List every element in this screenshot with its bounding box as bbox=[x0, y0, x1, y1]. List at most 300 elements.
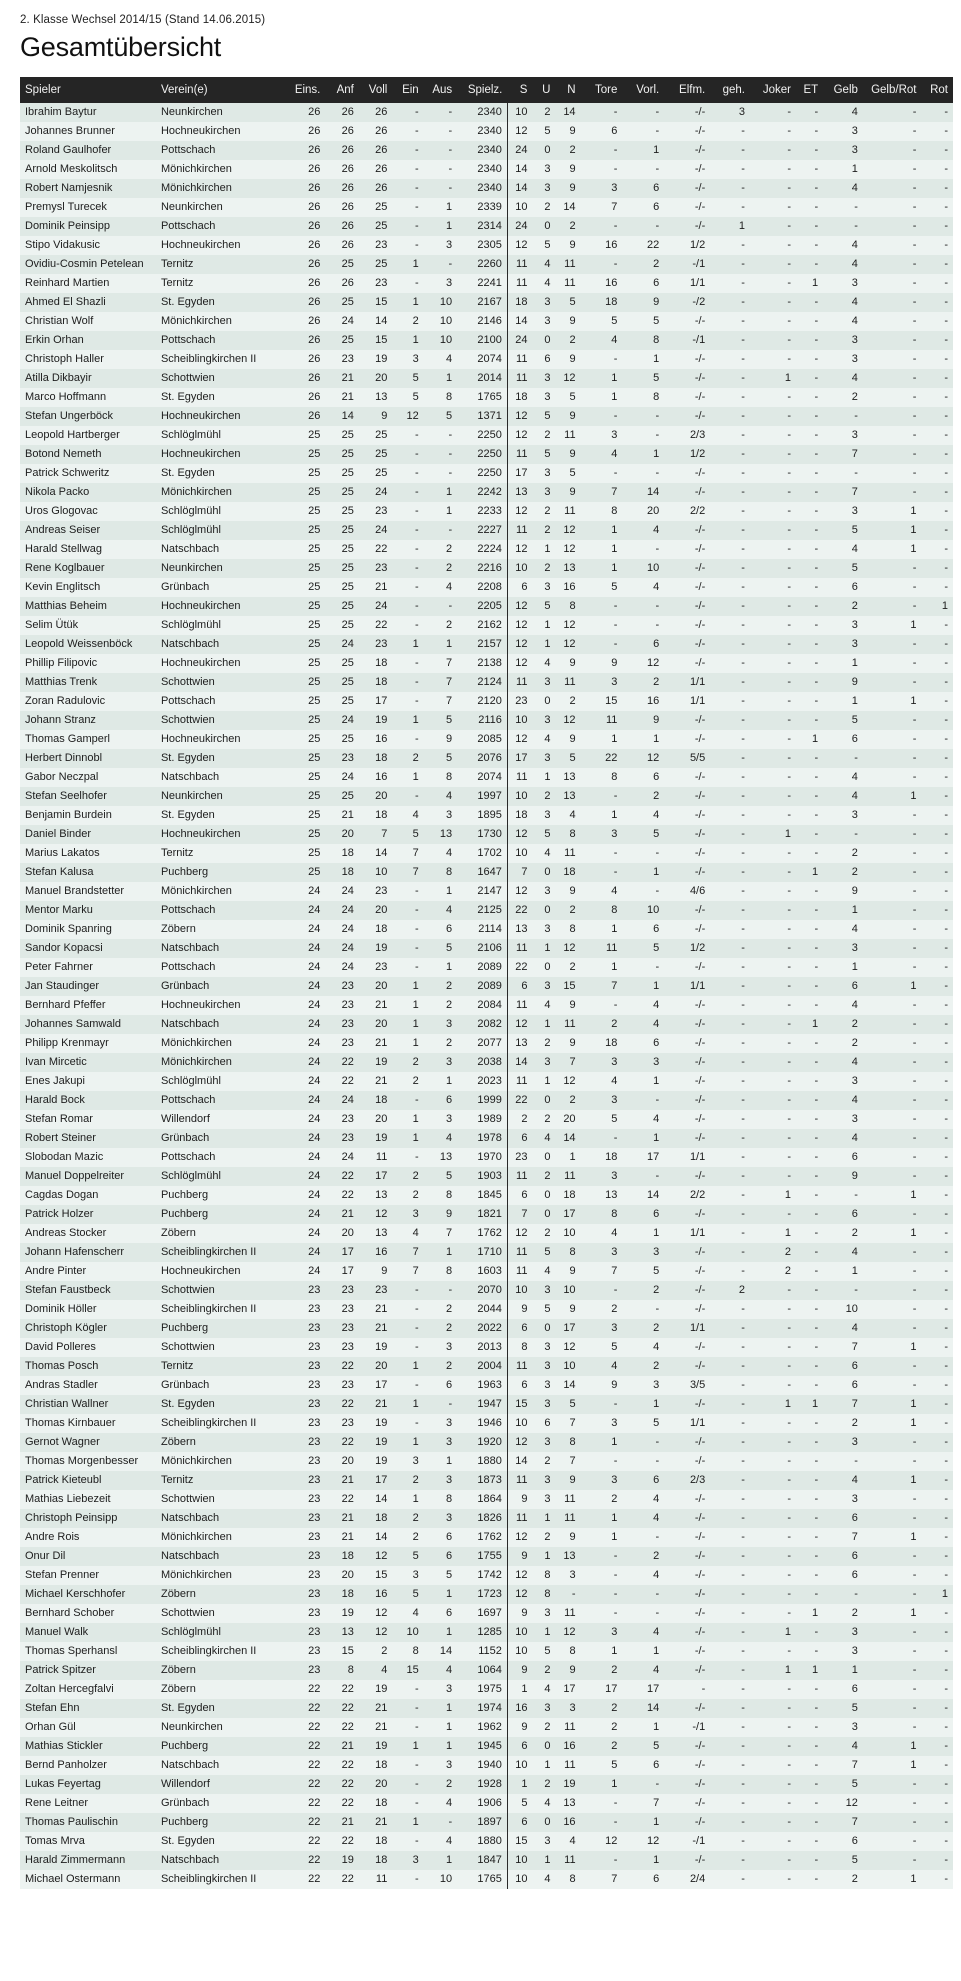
cell-n: 13 bbox=[563, 562, 576, 574]
column-header-joker[interactable]: Joker bbox=[750, 77, 796, 103]
cell-vorl: - bbox=[655, 125, 660, 137]
cell-rot: - bbox=[944, 714, 948, 726]
cell-gelb: 3 bbox=[851, 353, 858, 365]
cell-u: 3 bbox=[544, 372, 551, 384]
cell-n: 8 bbox=[569, 923, 576, 935]
cell-ein: 2 bbox=[412, 1189, 419, 1201]
cell-vorl: 8 bbox=[653, 391, 660, 403]
cell-gelb: 6 bbox=[851, 1208, 858, 1220]
cell-anf: 22 bbox=[341, 1360, 354, 1372]
cell-vorl: 5 bbox=[653, 1265, 660, 1277]
cell-joker: - bbox=[787, 1056, 791, 1068]
cell-aus: 5 bbox=[446, 410, 453, 422]
cell-ein: 3 bbox=[412, 1854, 419, 1866]
cell-verein: Hochneukirchen bbox=[160, 828, 241, 840]
cell-ein: 8 bbox=[412, 1645, 419, 1657]
cell-joker: - bbox=[787, 1531, 791, 1543]
cell-tore: 6 bbox=[611, 125, 618, 137]
cell-joker: - bbox=[787, 619, 791, 631]
cell-gelbrot: 1 bbox=[910, 1873, 917, 1885]
column-header-eins[interactable]: Eins. bbox=[284, 77, 326, 103]
cell-et: - bbox=[814, 391, 819, 403]
cell-s: 9 bbox=[507, 1547, 532, 1566]
cell-anf: 24 bbox=[341, 885, 354, 897]
cell-spielz: 2038 bbox=[477, 1056, 502, 1068]
cell-gelbrot: - bbox=[912, 258, 917, 270]
cell-ein: 1 bbox=[412, 296, 419, 308]
cell-voll: 15 bbox=[375, 296, 388, 308]
cell-anf: 21 bbox=[341, 809, 354, 821]
cell-spielz: 2227 bbox=[477, 524, 502, 536]
cell-voll: 16 bbox=[375, 1588, 388, 1600]
cell-tore: - bbox=[613, 1455, 618, 1467]
cell-s: 7 bbox=[507, 1205, 532, 1224]
cell-spielz: 1603 bbox=[477, 1265, 502, 1277]
cell-et: - bbox=[814, 543, 819, 555]
cell-n: 5 bbox=[569, 1398, 576, 1410]
cell-spieler: Botond Nemeth bbox=[25, 448, 102, 460]
cell-gelb: 1 bbox=[851, 1664, 858, 1676]
cell-eins: 25 bbox=[308, 562, 321, 574]
cell-rot: - bbox=[944, 1854, 948, 1866]
cell-spielz: 1906 bbox=[477, 1797, 502, 1809]
cell-et: - bbox=[814, 1151, 819, 1163]
cell-u: 3 bbox=[544, 1056, 551, 1068]
cell-rot: - bbox=[944, 1094, 948, 1106]
cell-voll: 26 bbox=[375, 163, 388, 175]
cell-elfm: 2/3 bbox=[689, 429, 706, 441]
cell-voll: 25 bbox=[375, 429, 388, 441]
cell-spieler: Matthias Beheim bbox=[25, 600, 107, 612]
cell-aus: 14 bbox=[439, 1645, 453, 1657]
cell-rot: - bbox=[944, 1208, 948, 1220]
column-header-n[interactable]: N bbox=[555, 77, 580, 103]
cell-eins: 26 bbox=[308, 296, 321, 308]
cell-verein: Hochneukirchen bbox=[160, 999, 241, 1011]
cell-ein: - bbox=[415, 163, 419, 175]
cell-joker: - bbox=[787, 410, 791, 422]
cell-joker: - bbox=[787, 1607, 791, 1619]
cell-spielz: 1845 bbox=[477, 1189, 502, 1201]
cell-geh: - bbox=[741, 486, 745, 498]
cell-ein: - bbox=[415, 695, 419, 707]
cell-et: - bbox=[814, 1303, 819, 1315]
cell-aus: 3 bbox=[446, 1683, 453, 1695]
column-header-rot[interactable]: Rot bbox=[921, 77, 953, 103]
table-row bbox=[20, 179, 953, 198]
cell-anf: 21 bbox=[341, 391, 354, 403]
cell-verein: St. Egyden bbox=[160, 296, 215, 308]
cell-s: 11 bbox=[507, 350, 532, 369]
cell-joker: 1 bbox=[784, 1664, 791, 1676]
cell-spieler: Philipp Krenmayr bbox=[25, 1037, 109, 1049]
cell-elfm: 1/1 bbox=[689, 277, 706, 289]
cell-anf: 23 bbox=[341, 1284, 354, 1296]
cell-geh: 2 bbox=[738, 1284, 745, 1296]
table-row bbox=[20, 616, 953, 635]
cell-anf: 18 bbox=[341, 847, 354, 859]
cell-geh: - bbox=[741, 942, 745, 954]
cell-verein: Neunkirchen bbox=[160, 1721, 223, 1733]
cell-vorl: 5 bbox=[653, 315, 660, 327]
cell-aus: 1 bbox=[446, 1854, 453, 1866]
cell-n: 2 bbox=[569, 695, 576, 707]
cell-joker: - bbox=[787, 1645, 791, 1657]
cell-tore: 8 bbox=[611, 1208, 618, 1220]
cell-rot: - bbox=[944, 1151, 948, 1163]
cell-aus: 2 bbox=[446, 1360, 453, 1372]
cell-joker: - bbox=[787, 1759, 791, 1771]
cell-tore: 1 bbox=[611, 562, 618, 574]
cell-spieler: Orhan Gül bbox=[25, 1721, 76, 1733]
cell-rot: - bbox=[944, 676, 948, 688]
cell-rot: - bbox=[944, 1664, 948, 1676]
cell-eins: 23 bbox=[308, 1341, 321, 1353]
cell-elfm: 1/1 bbox=[689, 1227, 706, 1239]
cell-eins: 23 bbox=[308, 1284, 321, 1296]
cell-vorl: 1 bbox=[653, 1075, 660, 1087]
cell-geh: - bbox=[741, 296, 745, 308]
column-header-spielz[interactable]: Spielz. bbox=[457, 77, 507, 103]
cell-rot: - bbox=[944, 201, 948, 213]
cell-rot: - bbox=[944, 1797, 948, 1809]
cell-gelbrot: - bbox=[912, 771, 917, 783]
table-row bbox=[20, 1338, 953, 1357]
cell-gelbrot: - bbox=[912, 1322, 917, 1334]
cell-verein: Pottschach bbox=[160, 904, 216, 916]
cell-u: 3 bbox=[544, 467, 551, 479]
table-row bbox=[20, 141, 953, 160]
cell-n: 11 bbox=[564, 505, 576, 517]
column-header-spieler[interactable]: Spieler bbox=[20, 77, 156, 103]
cell-elfm: -/- bbox=[694, 657, 706, 669]
column-header-ein[interactable]: Ein bbox=[392, 77, 423, 103]
cell-eins: 26 bbox=[308, 201, 321, 213]
cell-gelb: 7 bbox=[851, 1398, 858, 1410]
table-row bbox=[20, 844, 953, 863]
cell-rot: - bbox=[944, 410, 948, 422]
cell-elfm: -/- bbox=[694, 125, 706, 137]
cell-vorl: - bbox=[655, 106, 660, 118]
cell-anf: 25 bbox=[341, 733, 354, 745]
cell-gelb: 3 bbox=[851, 277, 858, 289]
cell-eins: 25 bbox=[308, 790, 321, 802]
cell-gelb: 5 bbox=[851, 1778, 858, 1790]
cell-spieler: Patrick Schweritz bbox=[25, 467, 110, 479]
cell-elfm: -/- bbox=[694, 1094, 706, 1106]
cell-geh: - bbox=[741, 999, 745, 1011]
cell-gelb: 5 bbox=[851, 714, 858, 726]
cell-vorl: 6 bbox=[653, 1208, 660, 1220]
cell-u: 4 bbox=[544, 847, 551, 859]
column-header-u[interactable]: U bbox=[532, 77, 555, 103]
cell-gelb: 1 bbox=[851, 657, 858, 669]
cell-et: - bbox=[814, 1797, 819, 1809]
cell-n: 12 bbox=[563, 1626, 576, 1638]
cell-rot: - bbox=[944, 1056, 948, 1068]
cell-spielz: 1821 bbox=[477, 1208, 502, 1220]
cell-joker: - bbox=[787, 942, 791, 954]
cell-s: 7 bbox=[507, 863, 532, 882]
cell-verein: Natschbach bbox=[160, 638, 220, 650]
cell-spieler: Enes Jakupi bbox=[25, 1075, 85, 1087]
column-header-tore[interactable]: Tore bbox=[581, 77, 623, 103]
cell-rot: - bbox=[944, 1873, 948, 1885]
cell-n: 8 bbox=[569, 1436, 576, 1448]
cell-gelb: 3 bbox=[851, 429, 858, 441]
cell-et: - bbox=[814, 448, 819, 460]
cell-gelb: 6 bbox=[851, 1569, 858, 1581]
cell-gelb: 5 bbox=[851, 562, 858, 574]
cell-vorl: 1 bbox=[653, 1816, 660, 1828]
cell-anf: 24 bbox=[341, 904, 354, 916]
cell-eins: 22 bbox=[308, 1873, 321, 1885]
cell-rot: - bbox=[944, 1227, 948, 1239]
table-row bbox=[20, 882, 953, 901]
cell-n: 9 bbox=[569, 1531, 576, 1543]
cell-n: 2 bbox=[569, 220, 576, 232]
cell-gelb: 2 bbox=[851, 847, 858, 859]
column-header-vorl[interactable]: Vorl. bbox=[622, 77, 664, 103]
column-header-et[interactable]: ET bbox=[796, 77, 823, 103]
cell-s: 11 bbox=[507, 1072, 532, 1091]
cell-gelbrot: - bbox=[912, 353, 917, 365]
cell-voll: 25 bbox=[375, 467, 388, 479]
cell-elfm: -/- bbox=[694, 600, 706, 612]
cell-tore: 7 bbox=[611, 201, 618, 213]
cell-voll: 20 bbox=[375, 372, 388, 384]
column-header-geh[interactable]: geh. bbox=[710, 77, 750, 103]
cell-tore: 2 bbox=[611, 1493, 618, 1505]
cell-geh: - bbox=[741, 543, 745, 555]
cell-rot: - bbox=[944, 543, 948, 555]
cell-elfm: -/- bbox=[694, 353, 706, 365]
cell-rot: - bbox=[944, 866, 948, 878]
cell-voll: 21 bbox=[375, 1037, 388, 1049]
cell-voll: 14 bbox=[375, 315, 388, 327]
cell-et: - bbox=[814, 1094, 819, 1106]
table-row bbox=[20, 1547, 953, 1566]
cell-geh: - bbox=[741, 1360, 745, 1372]
cell-u: 5 bbox=[544, 1246, 551, 1258]
cell-spielz: 1762 bbox=[477, 1531, 502, 1543]
cell-s: 16 bbox=[507, 1699, 532, 1718]
cell-elfm: -/- bbox=[694, 1512, 706, 1524]
column-header-aus[interactable]: Aus bbox=[424, 77, 457, 103]
cell-vorl: 4 bbox=[653, 809, 660, 821]
cell-u: 0 bbox=[544, 144, 551, 156]
cell-verein: Willendorf bbox=[160, 1113, 210, 1125]
cell-gelbrot: - bbox=[912, 334, 917, 346]
cell-et: - bbox=[814, 1740, 819, 1752]
cell-anf: 19 bbox=[341, 1607, 354, 1619]
table-header-row bbox=[20, 77, 953, 103]
cell-aus: 5 bbox=[446, 1170, 453, 1182]
cell-rot: - bbox=[944, 163, 948, 175]
cell-spieler: Bernhard Pfeffer bbox=[25, 999, 106, 1011]
cell-spielz: 2013 bbox=[477, 1341, 502, 1353]
cell-anf: 20 bbox=[341, 1455, 354, 1467]
cell-gelbrot: - bbox=[912, 1683, 917, 1695]
cell-voll: 14 bbox=[375, 1493, 388, 1505]
cell-geh: - bbox=[741, 638, 745, 650]
cell-voll: 4 bbox=[381, 1664, 388, 1676]
cell-gelb: 3 bbox=[851, 144, 858, 156]
cell-verein: Natschbach bbox=[160, 771, 220, 783]
cell-eins: 25 bbox=[308, 809, 321, 821]
cell-anf: 21 bbox=[341, 1531, 354, 1543]
cell-tore: 4 bbox=[611, 448, 618, 460]
cell-eins: 25 bbox=[308, 448, 321, 460]
cell-joker: - bbox=[787, 1284, 791, 1296]
column-header-gelbrot[interactable]: Gelb/Rot bbox=[863, 77, 922, 103]
cell-s: 9 bbox=[507, 1718, 532, 1737]
cell-anf: 24 bbox=[341, 771, 354, 783]
cell-n: 8 bbox=[569, 828, 576, 840]
cell-n: 8 bbox=[569, 1246, 576, 1258]
cell-n: 11 bbox=[564, 1607, 576, 1619]
cell-gelbrot: - bbox=[912, 106, 917, 118]
cell-ein: 2 bbox=[412, 1056, 419, 1068]
cell-s: 13 bbox=[507, 483, 532, 502]
cell-spieler: Zoran Radulovic bbox=[25, 695, 106, 707]
cell-aus: 4 bbox=[446, 847, 453, 859]
cell-anf: 25 bbox=[341, 562, 354, 574]
cell-tore: 4 bbox=[611, 1075, 618, 1087]
column-header-verein[interactable]: Verein(e) bbox=[156, 77, 284, 103]
cell-s: 10 bbox=[507, 1414, 532, 1433]
cell-joker: - bbox=[787, 1816, 791, 1828]
cell-verein: Zöbern bbox=[160, 1227, 196, 1239]
cell-s: 6 bbox=[507, 1186, 532, 1205]
cell-eins: 23 bbox=[308, 1455, 321, 1467]
table-row bbox=[20, 1205, 953, 1224]
cell-aus: 8 bbox=[446, 1189, 453, 1201]
cell-verein: Pottschach bbox=[160, 220, 216, 232]
cell-tore: 5 bbox=[611, 1341, 618, 1353]
cell-vorl: 1 bbox=[653, 733, 660, 745]
cell-elfm: -/- bbox=[694, 201, 706, 213]
column-header-s[interactable]: S bbox=[507, 77, 532, 103]
cell-spieler: Rene Leitner bbox=[25, 1797, 88, 1809]
cell-joker: - bbox=[787, 695, 791, 707]
cell-verein: Ternitz bbox=[160, 1360, 194, 1372]
cell-u: 0 bbox=[544, 1816, 551, 1828]
cell-aus: 10 bbox=[439, 334, 453, 346]
cell-s: 6 bbox=[507, 1129, 532, 1148]
cell-joker: - bbox=[787, 1778, 791, 1790]
cell-spieler: Andreas Stocker bbox=[25, 1227, 107, 1239]
column-header-anf[interactable]: Anf bbox=[325, 77, 358, 103]
cell-spielz: 2250 bbox=[477, 467, 502, 479]
cell-s: 14 bbox=[507, 1452, 532, 1471]
cell-et: - bbox=[814, 676, 819, 688]
cell-tore: 2 bbox=[611, 1702, 618, 1714]
cell-u: 2 bbox=[544, 562, 551, 574]
cell-gelbrot: - bbox=[912, 657, 917, 669]
cell-aus: 2 bbox=[446, 1303, 453, 1315]
cell-tore: 2 bbox=[611, 1664, 618, 1676]
cell-aus: 9 bbox=[446, 733, 453, 745]
cell-eins: 22 bbox=[308, 1835, 321, 1847]
cell-u: 2 bbox=[544, 201, 551, 213]
cell-eins: 24 bbox=[308, 1018, 321, 1030]
cell-u: 8 bbox=[544, 1588, 551, 1600]
cell-spieler: Andreas Seiser bbox=[25, 524, 101, 536]
cell-aus: 1 bbox=[446, 220, 453, 232]
cell-gelbrot: - bbox=[912, 391, 917, 403]
cell-gelbrot: - bbox=[912, 1037, 917, 1049]
cell-tore: 3 bbox=[611, 1322, 618, 1334]
cell-n: 16 bbox=[563, 1740, 576, 1752]
cell-n: 12 bbox=[563, 524, 576, 536]
cell-joker: 2 bbox=[784, 1246, 791, 1258]
cell-geh: - bbox=[741, 1569, 745, 1581]
cell-vorl: 1 bbox=[653, 1721, 660, 1733]
cell-n: 10 bbox=[563, 1227, 576, 1239]
cell-tore: 1 bbox=[611, 961, 618, 973]
cell-u: 5 bbox=[544, 600, 551, 612]
cell-gelb: 4 bbox=[851, 771, 858, 783]
column-header-voll[interactable]: Voll bbox=[359, 77, 392, 103]
cell-aus: 4 bbox=[446, 581, 453, 593]
cell-verein: Puchberg bbox=[160, 1189, 209, 1201]
cell-u: 2 bbox=[544, 106, 551, 118]
cell-rot: - bbox=[944, 1322, 948, 1334]
cell-vorl: 6 bbox=[653, 182, 660, 194]
cell-verein: Pottschach bbox=[160, 144, 216, 156]
cell-rot: - bbox=[944, 1740, 948, 1752]
cell-geh: - bbox=[741, 1531, 745, 1543]
cell-geh: - bbox=[741, 1094, 745, 1106]
cell-u: 6 bbox=[544, 1417, 551, 1429]
cell-rot: - bbox=[944, 1417, 948, 1429]
cell-vorl: - bbox=[655, 1436, 660, 1448]
cell-et: - bbox=[814, 125, 819, 137]
column-header-gelb[interactable]: Gelb bbox=[823, 77, 863, 103]
cell-tore: 1 bbox=[611, 391, 618, 403]
cell-verein: St. Egyden bbox=[160, 809, 215, 821]
cell-tore: - bbox=[613, 847, 618, 859]
cell-u: 1 bbox=[544, 638, 551, 650]
cell-verein: Schottwien bbox=[160, 714, 215, 726]
column-header-elfm[interactable]: Elfm. bbox=[664, 77, 710, 103]
cell-geh: - bbox=[741, 163, 745, 175]
table-row bbox=[20, 1851, 953, 1870]
cell-s: 10 bbox=[507, 198, 532, 217]
cell-aus: 6 bbox=[446, 1379, 453, 1391]
cell-rot: - bbox=[944, 353, 948, 365]
table-row bbox=[20, 350, 953, 369]
cell-gelb: - bbox=[854, 1284, 858, 1296]
cell-gelb: - bbox=[854, 752, 858, 764]
cell-spieler: Stefan Romar bbox=[25, 1113, 93, 1125]
cell-u: 4 bbox=[544, 258, 551, 270]
cell-spieler: Gabor Neczpal bbox=[25, 771, 99, 783]
table-row bbox=[20, 1718, 953, 1737]
cell-verein: Natschbach bbox=[160, 1759, 220, 1771]
cell-anf: 22 bbox=[341, 1075, 354, 1087]
cell-elfm: 2/3 bbox=[689, 1474, 706, 1486]
cell-tore: 4 bbox=[611, 885, 618, 897]
cell-geh: 1 bbox=[738, 220, 745, 232]
cell-vorl: - bbox=[655, 1170, 660, 1182]
cell-gelb: 2 bbox=[851, 391, 858, 403]
cell-joker: - bbox=[787, 1854, 791, 1866]
cell-n: 16 bbox=[563, 581, 576, 593]
cell-et: - bbox=[814, 885, 819, 897]
cell-s: 10 bbox=[507, 844, 532, 863]
